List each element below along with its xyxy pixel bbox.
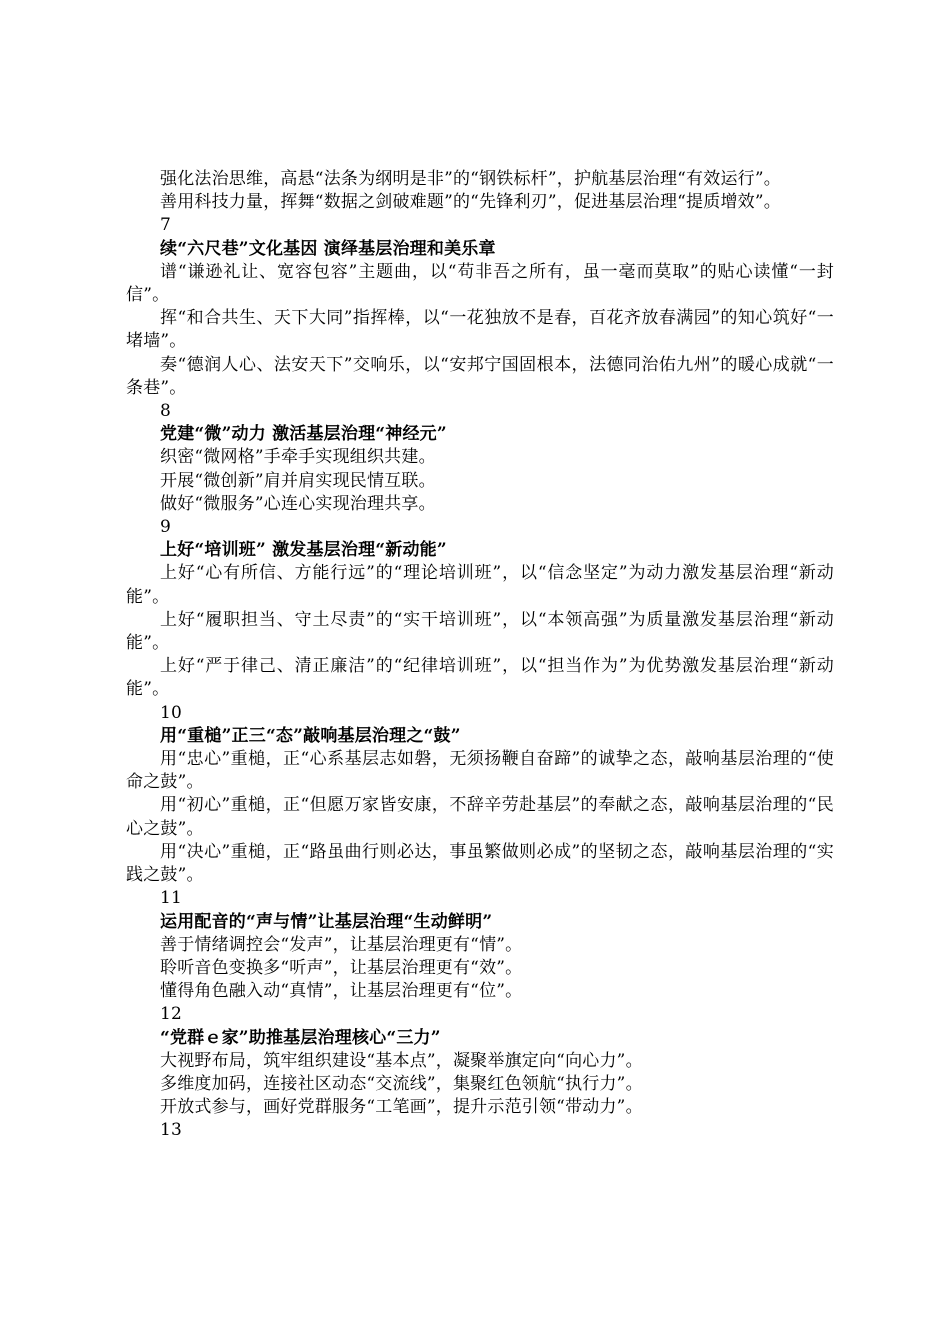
paragraph: 懂得角色融入动“真情”，让基层治理更有“位”。 [160, 981, 523, 1002]
section-number: 9 [160, 517, 172, 538]
section-number: 10 [160, 702, 183, 723]
paragraph: 织密“微网格”手牵手实现组织共建。 [160, 447, 436, 468]
paragraph: 开展“微创新”肩并肩实现民情互联。 [160, 470, 436, 491]
section-title: “党群ｅ家”助推基层治理核心“三力” [160, 1027, 441, 1048]
paragraph: 挥“和合共生、天下大同”指挥棒，以“一花独放不是春，百花齐放春满园”的知心筑好“一堵墙”。 [126, 308, 834, 352]
paragraph: 用“决心”重槌，正“路虽曲行则必达，事虽繁做则必成”的坚韧之态，敲响基层治理的“实践之鼓”。 [126, 841, 834, 886]
paragraph: 强化法治思维，高悬“法条为纲明是非”的“钢铁标杆”，护航基层治理“有效运行”。 [160, 169, 781, 189]
paragraph: 用“忠心”重槌，正“心系基层志如磐，无须扬鞭自奋蹄”的诚挚之态，敲响基层治理的“使命之鼓”。 [126, 749, 834, 793]
paragraph: 善用科技力量，挥舞“数据之剑破难题”的“先锋利刃”，促进基层治理“提质增效”。 [160, 192, 781, 213]
section-title: 续“六尺巷”文化基因 演绎基层治理和美乐章 [160, 238, 496, 259]
paragraph: 开放式参与，画好党群服务“工笔画”，提升示范引领“带动力”。 [160, 1097, 643, 1118]
document-body [126, 168, 834, 1143]
section-title: 上好“培训班” 激发基层治理“新动能” [160, 540, 447, 561]
paragraph: 善于情绪调控会“发声”，让基层治理更有“情”。 [160, 934, 523, 955]
paragraph: 大视野布局，筑牢组织建设“基本点”，凝聚举旗定向“向心力”。 [160, 1050, 643, 1071]
section-title: 党建“微”动力 激活基层治理“神经元” [160, 424, 447, 445]
paragraph: 谱“谦逊礼让、宽容包容”主题曲，以“苟非吾之所有，虽一毫而莫取”的贴心读懂“一封信”。 [126, 261, 834, 306]
paragraph: 多维度加码，连接社区动态“交流线”，集聚红色领航“执行力”。 [160, 1073, 643, 1094]
section-title: 用“重槌”正三“态”敲响基层治理之“鼓” [160, 725, 461, 746]
section-number: 8 [160, 401, 172, 422]
section-number: 7 [160, 215, 172, 236]
paragraph: 奏“德润人心、法安天下”交响乐，以“安邦宁国固根本，法德同治佑九州”的暖心成就“一条巷”。 [126, 354, 834, 398]
section-number: 13 [160, 1120, 183, 1141]
paragraph: 上好“严于律己、清正廉洁”的“纪律培训班”，以“担当作为”为优势激发基层治理“新动能”。 [126, 656, 834, 700]
section-number: 12 [160, 1004, 183, 1025]
section-number: 11 [160, 888, 183, 909]
paragraph: 聆听音色变换多“听声”，让基层治理更有“效”。 [160, 957, 523, 978]
paragraph: 上好“心有所信、方能行远”的“理论培训班”，以“信念坚定”为动力激发基层治理“新动能”。 [126, 563, 834, 607]
paragraph: 上好“履职担当、守土尽责”的“实干培训班”，以“本领高强”为质量激发基层治理“新动能”。 [126, 609, 834, 654]
section-title: 运用配音的“声与情”让基层治理“生动鲜明” [160, 911, 493, 932]
paragraph: 做好“微服务”心连心实现治理共享。 [160, 493, 436, 514]
paragraph: 用“初心”重槌，正“但愿万家皆安康，不辞辛劳赴基层”的奉献之态，敲响基层治理的“民心之鼓”。 [126, 795, 834, 839]
